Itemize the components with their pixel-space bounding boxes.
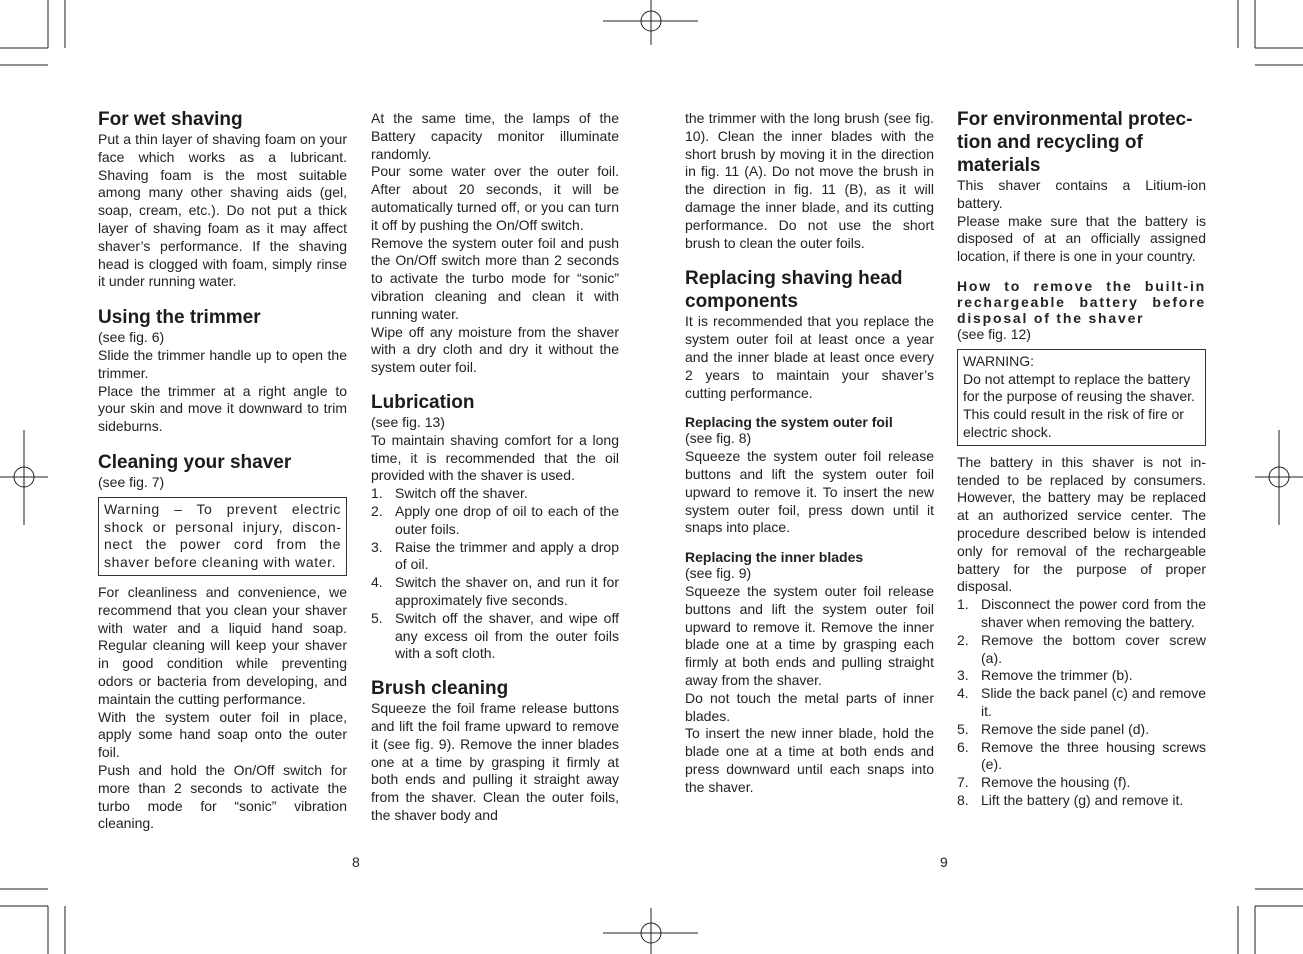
list-item: 2. Remove the bottom cover screw (a).: [957, 631, 1206, 666]
environmental-text-1: This shaver contains a Litium-ion battery.: [957, 177, 1206, 211]
list-item: 5. Switch off the shaver, and wipe off any excess oil from the outer foils with a soft cloth.: [371, 609, 619, 662]
warning-text: Do not attempt to replace the battery for the purpose of reusing the shaver. This could result in the risk of fire or electric shock.: [963, 370, 1195, 440]
column-4: [957, 108, 1206, 810]
heading-replacing-outer-foil: Replacing the system outer foil: [685, 414, 893, 431]
trimmer-text-2: Place the trimmer at a right angle to your skin and move it downward to trim sideburns.: [98, 382, 347, 435]
heading-brush-cleaning: Brush cleaning: [371, 678, 509, 700]
col2-text-4: Wipe off any moisture from the shaver with a dry cloth and dry it without the system outer foil.: [371, 323, 619, 376]
battery-text: The battery in this shaver is not intended to be replaced by consumers. However, the battery may be replaced at an authorized service center. The procedure described below is intended only for removal of the rechargeable battery for the purpose of proper disposal.: [957, 453, 1206, 595]
lubrication-steps: [371, 485, 619, 663]
heading-replacing-components: Replacing shaving head components: [685, 268, 903, 313]
inner-blades-text-1: Squeeze the system outer foil release buttons and lift the system outer foil upward to remove it. Remove the inner blade one at a time by grasping each firmly at both ends and pulling straight away from the shaver.: [685, 582, 934, 688]
heading-replacing-inner-blades: Replacing the inner blades: [685, 549, 864, 566]
page-number-left: 8: [352, 854, 360, 870]
warning-title: WARNING:: [963, 352, 1035, 369]
heading-remove-battery: How to remove the built-in rechargeable battery before disposal of the shaver: [957, 277, 1206, 326]
heading-lubrication: Lubrication: [371, 391, 475, 413]
list-item: 1. Switch off the shaver.: [371, 485, 528, 502]
inner-blades-text-3: To insert the new inner blade, hold the blade one at a time at both ends and press downward until each snaps into the shaver.: [685, 725, 934, 795]
heading-using-trimmer: Using the trimmer: [98, 307, 261, 329]
list-item: 7. Remove the housing (f).: [957, 774, 1131, 791]
list-item: 1. Disconnect the power cord from the shaver when removing the battery.: [957, 596, 1206, 630]
environmental-text-2: Please make sure that the battery is disposed of at an officially assigned location, if there is one in your country.: [957, 212, 1206, 265]
inner-blades-text-2: Do not touch the metal parts of inner blades.: [685, 689, 934, 724]
heading-wet-shaving: For wet shaving: [98, 109, 243, 130]
warning-box: [98, 497, 347, 576]
registration-mark-top: [603, 0, 698, 45]
replacing-text: It is recommended that you replace the system outer foil at least once a year and the inner blade at least once every 2 years to maintain your shaver’s cutting performance.: [685, 313, 934, 401]
lubrication-fig-ref: (see fig. 13): [371, 413, 445, 430]
cleaning-text-3: Push and hold the On/Off switch for more than 2 seconds to activate the turbo mode for “sonic” vibration cleaning.: [98, 761, 347, 832]
heading-environmental: For environmental protection and recycling of materials: [957, 109, 1193, 176]
cleaning-fig-ref: (see fig. 7): [98, 473, 165, 490]
list-item: 8. Lift the battery (g) and remove it.: [957, 791, 1184, 808]
column-3: [685, 110, 934, 797]
registration-mark-bottom: [603, 908, 698, 954]
list-item: 4. Switch the shaver on, and run it for approximately five seconds.: [371, 574, 619, 608]
trimmer-fig-ref: (see fig. 6): [98, 329, 165, 346]
cleaning-warning: Warning – To prevent electric shock or personal injury, disconnect the power cord from the shaver before cleaning with water.: [104, 500, 341, 571]
list-item: 3. Raise the trimmer and apply a drop of oil.: [371, 538, 619, 573]
column-2: [371, 110, 619, 825]
registration-mark-right: [1255, 430, 1303, 525]
heading-cleaning-shaver: Cleaning your shaver: [98, 451, 292, 473]
list-item: 4. Slide the back panel (c) and remove it.: [957, 685, 1206, 719]
cleaning-text-2: With the system outer foil in place, apply some hand soap onto the outer foil.: [98, 708, 347, 761]
page-number-right: 9: [940, 854, 948, 870]
trimmer-text-1: Slide the trimmer handle up to open the trimmer.: [98, 346, 347, 381]
list-item: 6. Remove the three housing screws (e).: [957, 738, 1206, 773]
warning-box: [957, 349, 1206, 446]
lubrication-text: To maintain shaving comfort for a long time, it is recommended that the oil provided with the shaver is used.: [371, 431, 619, 484]
col2-text-2: Pour some water over the outer foil. After about 20 seconds, it will be automatically turned off, or you can turn it off by pushing the On/Off switch.: [371, 163, 619, 233]
remove-battery-fig-ref: (see fig. 12): [957, 325, 1031, 342]
registration-mark-left: [0, 430, 48, 525]
list-item: 3. Remove the trimmer (b).: [957, 667, 1133, 684]
list-item: 2. Apply one drop of oil to each of the outer foils.: [371, 502, 619, 537]
col2-text-3: Remove the system outer foil and push the On/Off switch more than 2 seconds to activate the turbo mode for “sonic” vibration cleaning and clean it with running water.: [371, 234, 619, 322]
inner-blades-fig-ref: (see fig. 9): [685, 565, 752, 582]
cleaning-text-1: For cleanliness and convenience, we recommend that you clean your shaver with water and a liquid hand soap. Regular cleaning will keep your shaver in good condition while preventing odors or bacteria from developing, and maintain the cutting performance.: [98, 583, 347, 707]
wet-shaving-text: Put a thin layer of shaving foam on your face which works as a lubricant. Shaving foam is the most suitable among many other shaving aids (gel, soap, cream, etc.). Do not put a thick layer of shaving foam as it may affect shaver’s performance. If the shaving head is clogged with foam, simply rinse it under running water.: [98, 131, 347, 290]
col3-text-1: the trimmer with the long brush (see fig. 10). Clean the inner blades with the short brush by moving it in the direction in fig. 11 (A). Do not move the brush in the direction in fig. 11 (B), as it will damage the inner blade, and its cutting performance. Do not use the short brush to clean the outer foils.: [685, 110, 934, 251]
battery-removal-steps: [957, 596, 1206, 810]
column-1: [98, 108, 347, 833]
list-item: 5. Remove the side panel (d).: [957, 720, 1150, 737]
outer-foil-fig-ref: (see fig. 8): [685, 430, 752, 447]
col2-text-1: At the same time, the lamps of the Battery capacity monitor illuminate randomly.: [371, 110, 619, 162]
brush-cleaning-text: Squeeze the foil frame release buttons and lift the foil frame upward to remove it (see fig. 9). Remove the inner blades one at a time by grasping it firmly at both ends and pulling it straight away from the shaver. Clean the outer foils, the shaver body and: [371, 700, 619, 823]
outer-foil-text: Squeeze the system outer foil release buttons and lift the system outer foil upward to remove it. To insert the new system outer foil, press down until it snaps into place.: [685, 448, 934, 536]
